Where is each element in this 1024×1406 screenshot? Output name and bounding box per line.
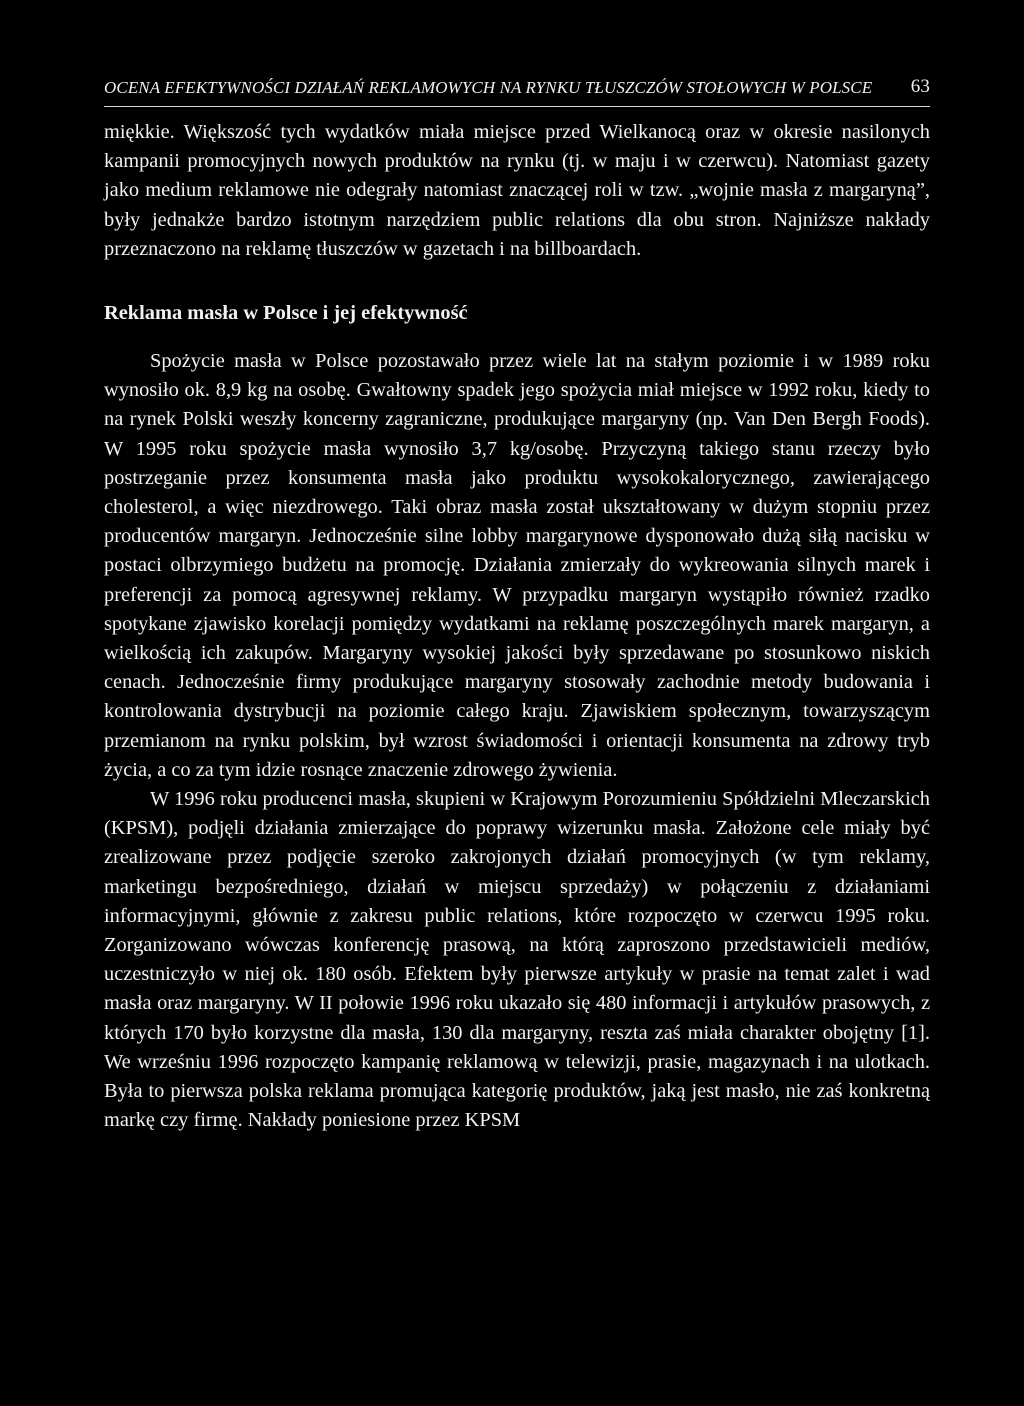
paragraph-continued: miękkie. Większość tych wydatków miała miejsce przed Wielkanocą oraz w okresie nasilonych kampanii promocyjnych nowych produktów na rynku (tj. w maju i w czerwcu). Natomiast gazety jako medium reklamowe nie odegrały natomiast znaczącej roli w tzw. „wojnie masła z margaryną”, były jednakże bardzo istotnym narzędziem public relations dla obu stron. Najniższe nakłady przeznaczono na reklamę tłuszczów w gazetach i na billboardach.	[104, 121, 930, 260]
section-heading: Reklama masła w Polsce i jej efektywność	[104, 302, 468, 325]
page-number: 63	[910, 76, 930, 97]
paragraph-butter-consumption: Spożycie masła w Polsce pozostawało przez wiele lat na stałym poziomie i w 1989 roku wynosiło ok. 8,9 kg na osobę. Gwałtowny spadek jego spożycia miał miejsce w 1992 roku, kiedy to na rynek Polski weszły koncerny zagraniczne, produkujące margaryny (np. Van Den Bergh Foods). W 1995 roku spożycie masła wynosiło 3,7 kg/osobę. Przyczyną takiego stanu rzeczy było postrzeganie przez konsumenta masła jako produktu wysokokalorycznego, zawierającego cholesterol, a więc niezdrowego. Taki obraz masła został ukształtowany w dużym stopniu przez producentów margaryn. Jednocześnie silne lobby margarynowe dysponowało dużą siłą nacisku w postaci olbrzymiego budżetu na promocję. Działania zmierzały do wykreowania silnych marek i preferencji za pomocą agresywnej reklamy. W przypadku margaryn wystąpiło również rzadko spotykane zjawisko korelacji pomiędzy wydatkami na reklamę poszczególnych marek margaryn, a wielkością ich zakupów. Margaryny wysokiej jakości były sprzedawane po stosunkowo niskich cenach. Jednocześnie firmy produkujące margaryny stosowały zachodnie metody budowania i kontrolowania dystrybucji na poziomie całego kraju. Zjawiskiem społecznym, towarzyszącym przemianom na rynku polskim, był wzrost świadomości i orientacji konsumenta na zdrowy tryb życia, a co za tym idzie rosnące znaczenie zdrowego żywienia.	[104, 350, 930, 781]
paragraph-kpsm-campaign: W 1996 roku producenci masła, skupieni w Krajowym Porozumieniu Spółdzielni Mleczarskich (KPSM), podjęli działania zmierzające do poprawy wizerunku masła. Założone cele miały być zrealizowane przez podjęcie szeroko zakrojonych działań promocyjnych (w tym reklamy, marketingu bezpośredniego, działań w miejscu sprzedaży) w połączeniu z działaniami informacyjnymi, głównie z zakresu public relations, które rozpoczęto w czerwcu 1995 roku. Zorganizowano wówczas konferencję prasową, na którą zaproszono przedstawicieli mediów, uczestniczyło w niej ok. 180 osób. Efektem były pierwsze artykuły w prasie na temat zalet i wad masła oraz margaryny. W II połowie 1996 roku ukazało się 480 informacji i artykułów prasowych, z których 170 było korzystne dla masła, 130 dla margaryny, reszta zaś miała charakter obojętny [1]. We wrześniu 1996 rozpoczęto kampanię reklamową w telewizji, prasie, magazynach i na ulotkach. Była to pierwsza polska reklama promująca kategorię produktów, jaką jest masło, nie zaś konkretną markę czy firmę. Nakłady poniesione przez KPSM	[104, 788, 930, 1132]
running-header	[104, 76, 930, 107]
page-body	[104, 118, 930, 1136]
running-title: OCENA EFEKTYWNOŚCI DZIAŁAŃ REKLAMOWYCH NA RYNKU TŁUSZCZÓW STOŁOWYCH W POLSCE	[104, 78, 873, 97]
